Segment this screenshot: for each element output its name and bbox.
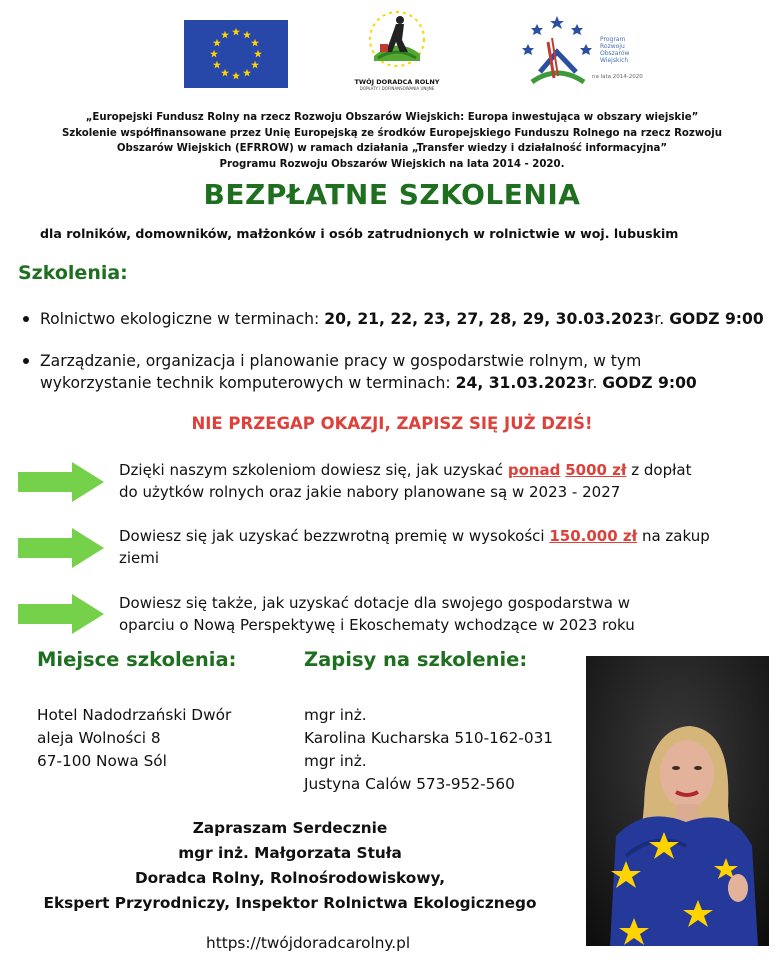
signup-line-4: Justyna Calów 573-952-560 (304, 775, 515, 793)
prow-line-2: Rozwoju (600, 43, 625, 50)
doradca-emblem-icon (336, 6, 458, 74)
intro-line-4: Programu Rozwoju Obszarów Wiejskich na lata 2014 - 2020. (219, 158, 565, 170)
eu-flag-icon (184, 20, 288, 88)
intro-block (40, 110, 744, 172)
intro-line-2: Szkolenie współfinansowane przez Unię Europejską ze środków Europejskiego Funduszu Rolnego na rzecz Rozwoju (61, 127, 723, 139)
venue-title: Miejsce szkolenia: (37, 648, 237, 671)
bullet-dot (23, 358, 29, 364)
closing-line-4: Ekspert Przyrodniczy, Inspektor Rolnictwa Ekologicznego (43, 894, 537, 912)
closing-signature (20, 816, 560, 916)
benefit-1 (119, 459, 769, 503)
benefit-1-line-2: do użytków rolnych oraz jakie nabory planowane są w 2023 - 2027 (119, 483, 621, 501)
arrow-right-icon (18, 528, 104, 572)
course-item-2 (40, 350, 780, 394)
intro-line-1: „Europejski Fundusz Rolny na rzecz Rozwoju Obszarów Wiejskich: Europa inwestująca w obszary wiejskie” (85, 112, 699, 123)
website-link[interactable]: https://twójdoradcarolny.pl (206, 934, 411, 952)
benefit-3-line-1: Dowiesz się także, jak uzyskać dotacje dla swojego gospodarstwa w (119, 594, 630, 612)
benefit-1-pre: Dzięki naszym szkoleniom dowiesz się, jak uzyskać (119, 461, 508, 479)
course-2-dates: 24, 31.03.2023 (455, 374, 588, 392)
benefit-3-line-2: oparciu o Nową Perspektywę i Ekoschematy wchodzące w 2023 roku (119, 616, 635, 634)
subheadline: dla rolników, domowników, małżonków i osób zatrudnionych w rolnictwie w woj. lubuskim (40, 226, 679, 241)
signup-title: Zapisy na szkolenie: (304, 648, 528, 671)
benefit-2-post: na zakup (637, 527, 710, 545)
benefit-3 (119, 592, 769, 636)
intro-line-3: Obszarów Wiejskich (EFRROW) w ramach działania „Transfer wiedzy i działalność informacyjna” (116, 143, 668, 155)
bullet-dot (23, 316, 29, 322)
closing-line-3: Doradca Rolny, Rolnośrodowiskowy, (134, 869, 446, 887)
prow-line-4: Wiejskich (600, 57, 629, 64)
course-1-dates: 20, 21, 22, 23, 27, 28, 29, 30.03.2023 (324, 310, 655, 328)
course-2-r: r. (587, 374, 603, 392)
cta-text: NIE PRZEGAP OKAZJI, ZAPISZ SIĘ JUŻ DZIŚ! (191, 414, 593, 433)
closing-line-2: mgr inż. Małgorzata Stuła (178, 844, 402, 862)
course-1-r: r. (654, 310, 670, 328)
doradca-logo-name: TWÓJ DORADCA ROLNY (354, 78, 440, 86)
advisor-photo (586, 656, 769, 946)
benefit-1-highlight-amount: 5000 zł (565, 461, 627, 479)
signup-line-2: Karolina Kucharska 510-162-031 (304, 729, 554, 747)
benefit-1-highlight-ponad: ponad (507, 461, 561, 479)
doradca-rolny-logo (336, 6, 458, 94)
venue-line-2: aleja Wolności 8 (37, 729, 161, 747)
headline: BEZPŁATNE SZKOLENIA (203, 178, 581, 211)
courses-title: Szkolenia: (18, 262, 128, 284)
prow-line-3: Obszarów (600, 50, 630, 57)
benefit-2-highlight-amount: 150.000 zł (549, 527, 638, 545)
course-2-text: wykorzystanie technik komputerowych w terminach: (40, 374, 456, 392)
signup-line-3: mgr inż. (304, 752, 367, 770)
course-item-1 (40, 308, 780, 330)
doradca-logo-tagline: DOPŁATY I DOFINANSOWANIA UNIJNE (359, 86, 435, 91)
benefit-2-pre: Dowiesz się jak uzyskać bezzwrotną premię w wysokości (119, 527, 550, 545)
benefit-1-post: z dopłat (626, 461, 692, 479)
prow-logo (518, 12, 653, 90)
course-1-time: GODZ 9:00 (669, 310, 764, 328)
course-1-text: Rolnictwo ekologiczne w terminach: (40, 310, 325, 328)
prow-emblem-icon (518, 12, 596, 90)
venue-line-1: Hotel Nadodrzański Dwór (37, 706, 232, 724)
arrow-right-icon (18, 594, 104, 638)
course-2-line-1: Zarządzanie, organizacja i planowanie pracy w gospodarstwie rolnym, w tym (40, 352, 642, 370)
signup-contacts (304, 704, 553, 796)
prow-years: na lata 2014-2020 (592, 74, 643, 80)
benefit-2 (119, 525, 769, 569)
signup-line-1: mgr inż. (304, 706, 367, 724)
venue-address (37, 704, 231, 773)
benefit-2-line-2: ziemi (119, 549, 160, 567)
course-2-time: GODZ 9:00 (602, 374, 697, 392)
prow-line-1: Program (600, 36, 626, 43)
arrow-right-icon (18, 462, 104, 506)
closing-line-1: Zapraszam Serdecznie (192, 819, 388, 837)
venue-line-3: 67-100 Nowa Sól (37, 752, 167, 770)
